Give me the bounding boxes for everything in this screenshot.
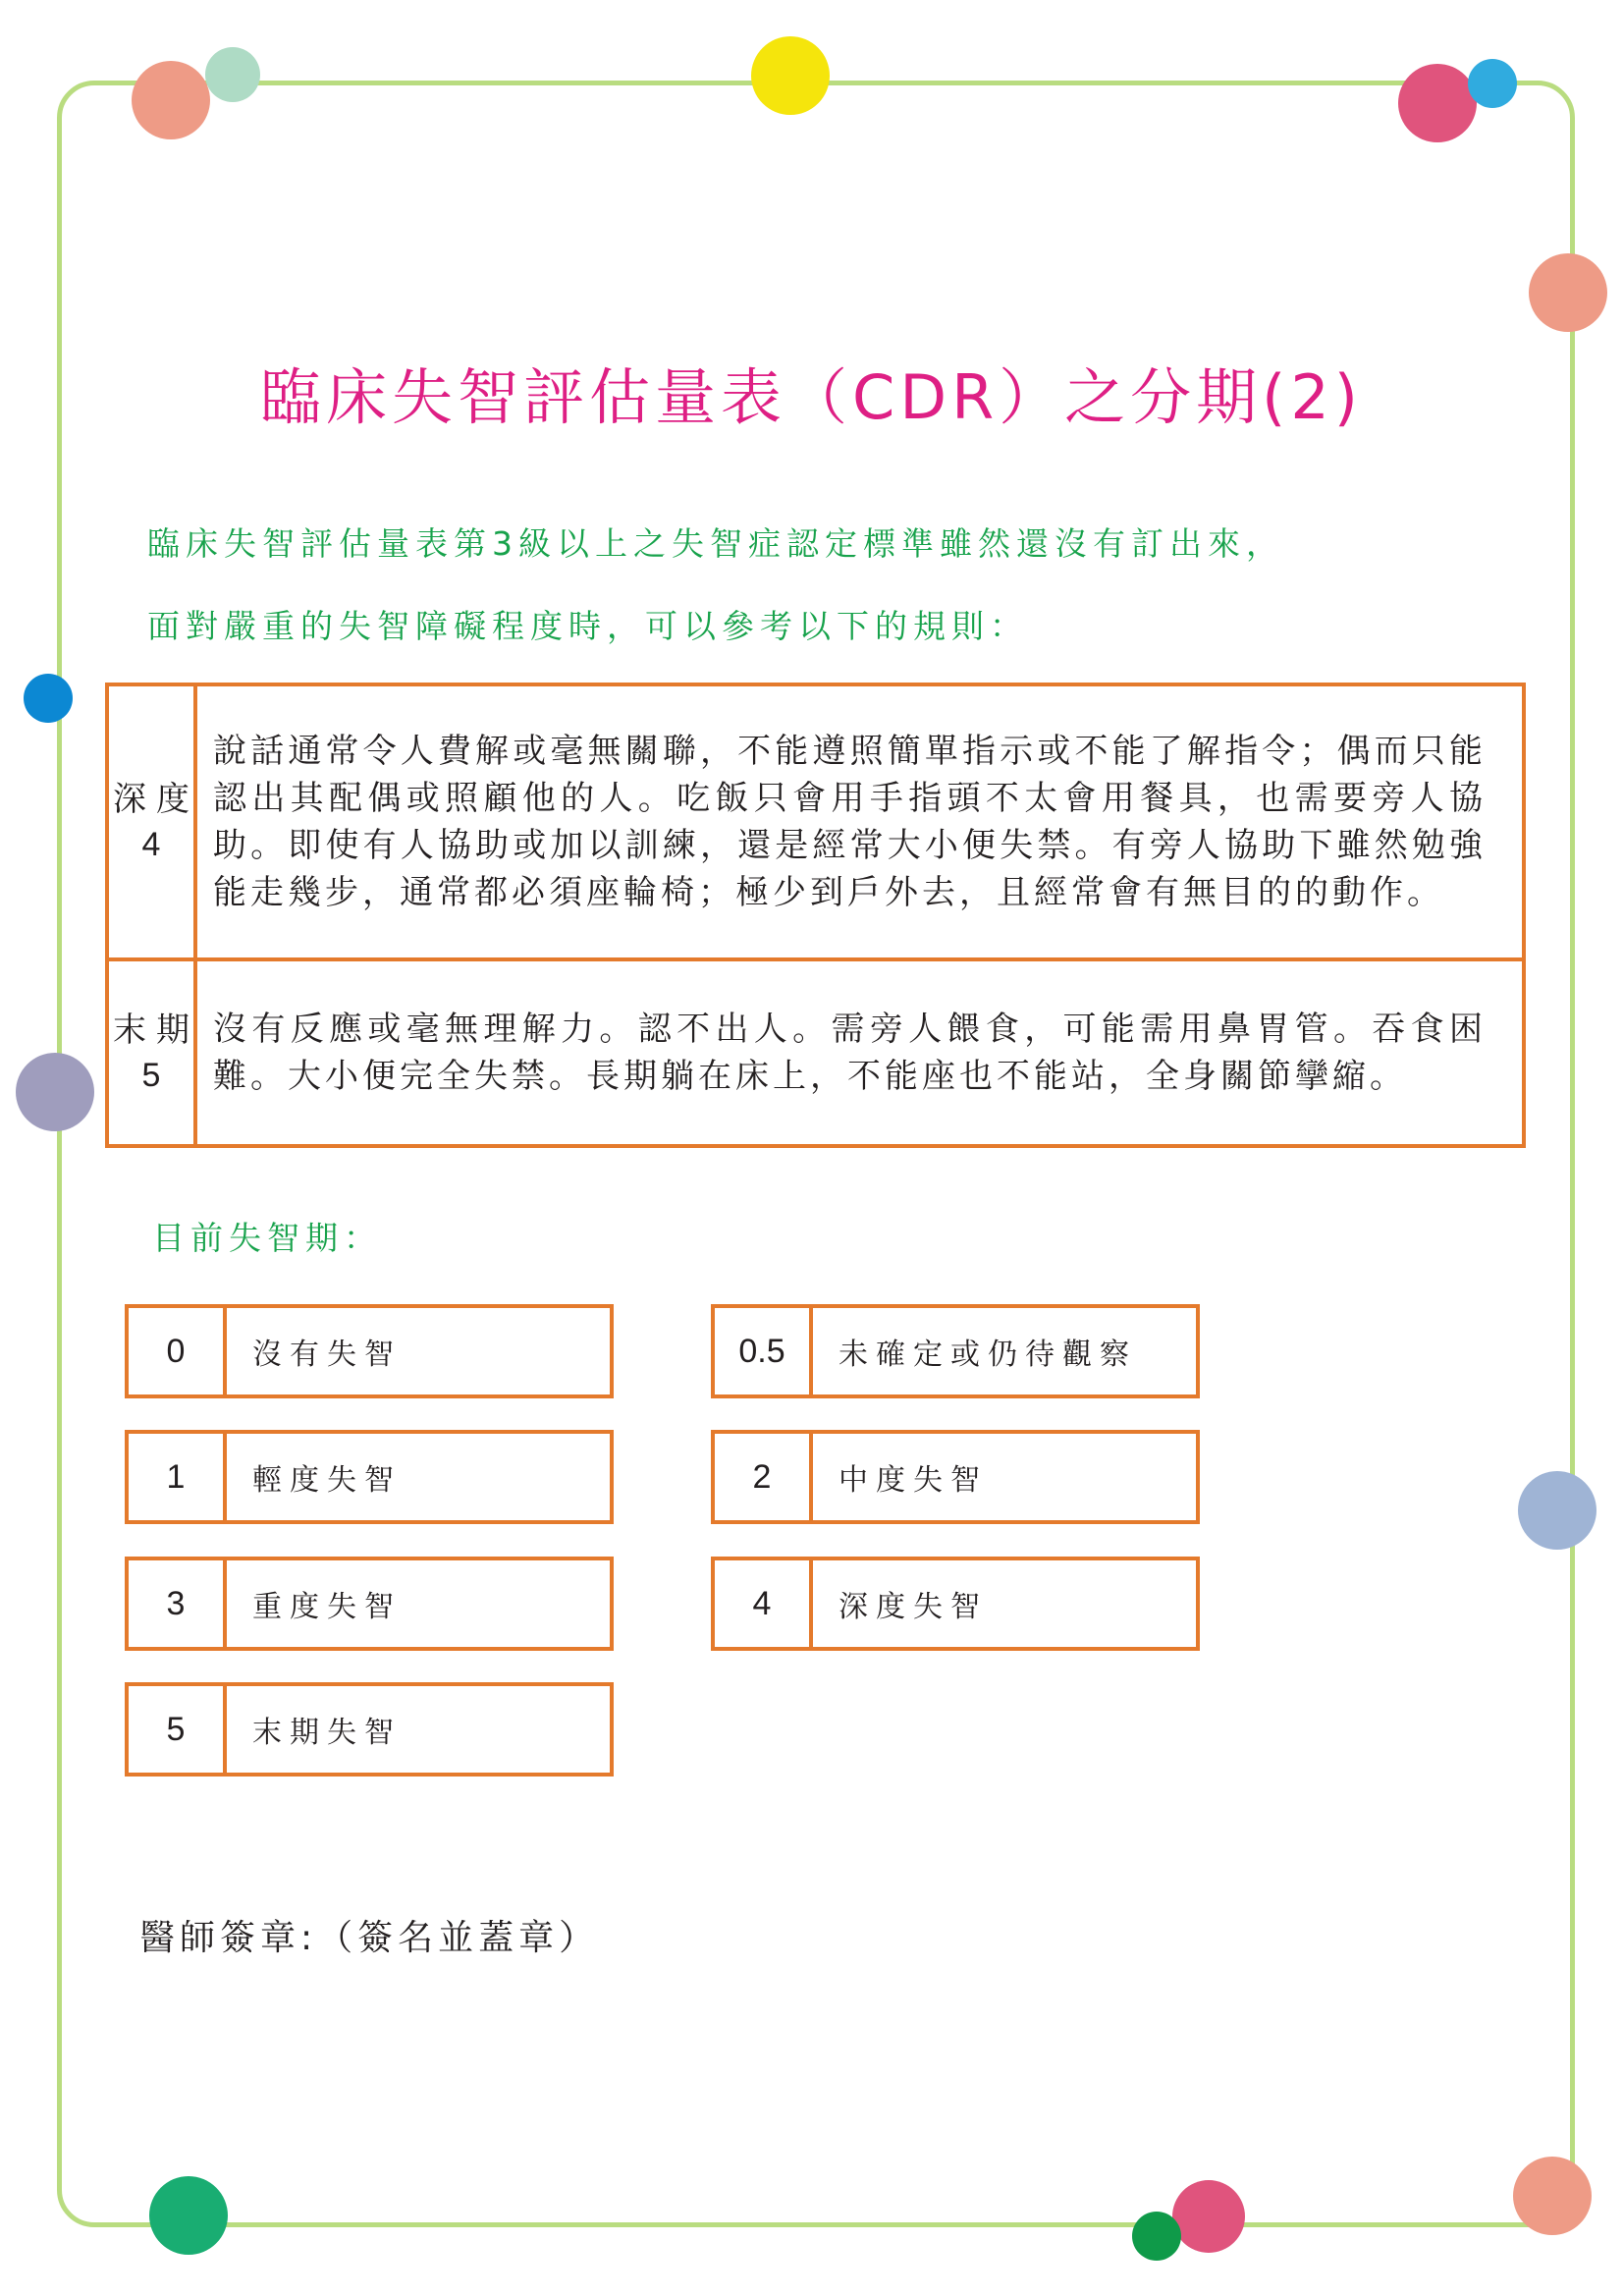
stage-label-cell: [107, 684, 199, 959]
decorative-dot: [1513, 2157, 1592, 2235]
decorative-dot: [1398, 64, 1477, 142]
doctor-signature-label: 醫師簽章:（簽名並蓋章）: [139, 1918, 600, 1958]
option-value: 1: [129, 1434, 227, 1520]
option-value: 0.5: [715, 1308, 813, 1394]
option-label: 中度失智: [839, 1463, 988, 1498]
option-label: 重度失智: [252, 1590, 402, 1624]
intro-line-2: 面對嚴重的失智障礙程度時，可以參考以下的規則：: [147, 607, 1028, 645]
decorative-dot: [149, 2176, 228, 2255]
option-label: 深度失智: [839, 1590, 988, 1624]
decorative-dot: [1518, 1471, 1596, 1550]
option-label: 未確定或仍待觀察: [839, 1338, 1137, 1372]
table-row: [107, 684, 1524, 959]
stage-description: 沒有反應或毫無理解力。認不出人。需旁人餵食，可能需用鼻胃管。吞食困難。大小便完全失禁。長期躺在床上，不能座也不能站，全身關節攣縮。: [195, 959, 1524, 1146]
option-value: 4: [715, 1560, 813, 1647]
stage-option-5[interactable]: [125, 1682, 614, 1777]
stage-level: 5: [141, 1057, 161, 1094]
option-value: 0: [129, 1308, 227, 1394]
decorative-dot: [132, 61, 210, 139]
option-label: 末期失智: [252, 1716, 402, 1750]
page-title: 臨床失智評估量表（CDR）之分期(2): [260, 361, 1363, 433]
decorative-dot: [16, 1053, 94, 1131]
stage-option-0-5[interactable]: [711, 1304, 1200, 1398]
intro-line-1: 臨床失智評估量表第3級以上之失智症認定標準雖然還沒有訂出來，: [147, 524, 1284, 563]
stage-table: [105, 683, 1526, 1148]
stage-level: 4: [141, 826, 161, 863]
decorative-dot: [205, 47, 260, 102]
decorative-dot: [24, 674, 73, 723]
decorative-dot: [751, 36, 830, 115]
stage-option-3[interactable]: [125, 1557, 614, 1651]
option-label: 輕度失智: [252, 1463, 402, 1498]
stage-name: 深度: [113, 780, 199, 819]
option-label: 沒有失智: [252, 1338, 402, 1372]
stage-option-2[interactable]: [711, 1430, 1200, 1524]
stage-option-4[interactable]: [711, 1557, 1200, 1651]
stage-option-0[interactable]: [125, 1304, 614, 1398]
stage-name: 末期: [113, 1011, 199, 1050]
decorative-dot: [1172, 2180, 1245, 2253]
decorative-dot: [1132, 2212, 1181, 2261]
stage-option-1[interactable]: [125, 1430, 614, 1524]
current-stage-label: 目前失智期：: [152, 1219, 382, 1257]
option-value: 5: [129, 1686, 227, 1773]
decorative-dot: [1529, 253, 1607, 332]
option-value: 3: [129, 1560, 227, 1647]
stage-label-cell: [107, 959, 199, 1146]
table-row: [107, 959, 1524, 1146]
decorative-dot: [1468, 59, 1517, 108]
stage-description: 說話通常令人費解或毫無關聯，不能遵照簡單指示或不能了解指令；偶而只能認出其配偶或照顧他的人。吃飯只會用手指頭不太會用餐具，也需要旁人協助。即使有人協助或加以訓練，還是經常大小便失禁。有旁人協助下雖然勉強能走幾步，通常都必須座輪椅；極少到戶外去，且經常會有無目的的動作。: [195, 684, 1524, 959]
option-value: 2: [715, 1434, 813, 1520]
